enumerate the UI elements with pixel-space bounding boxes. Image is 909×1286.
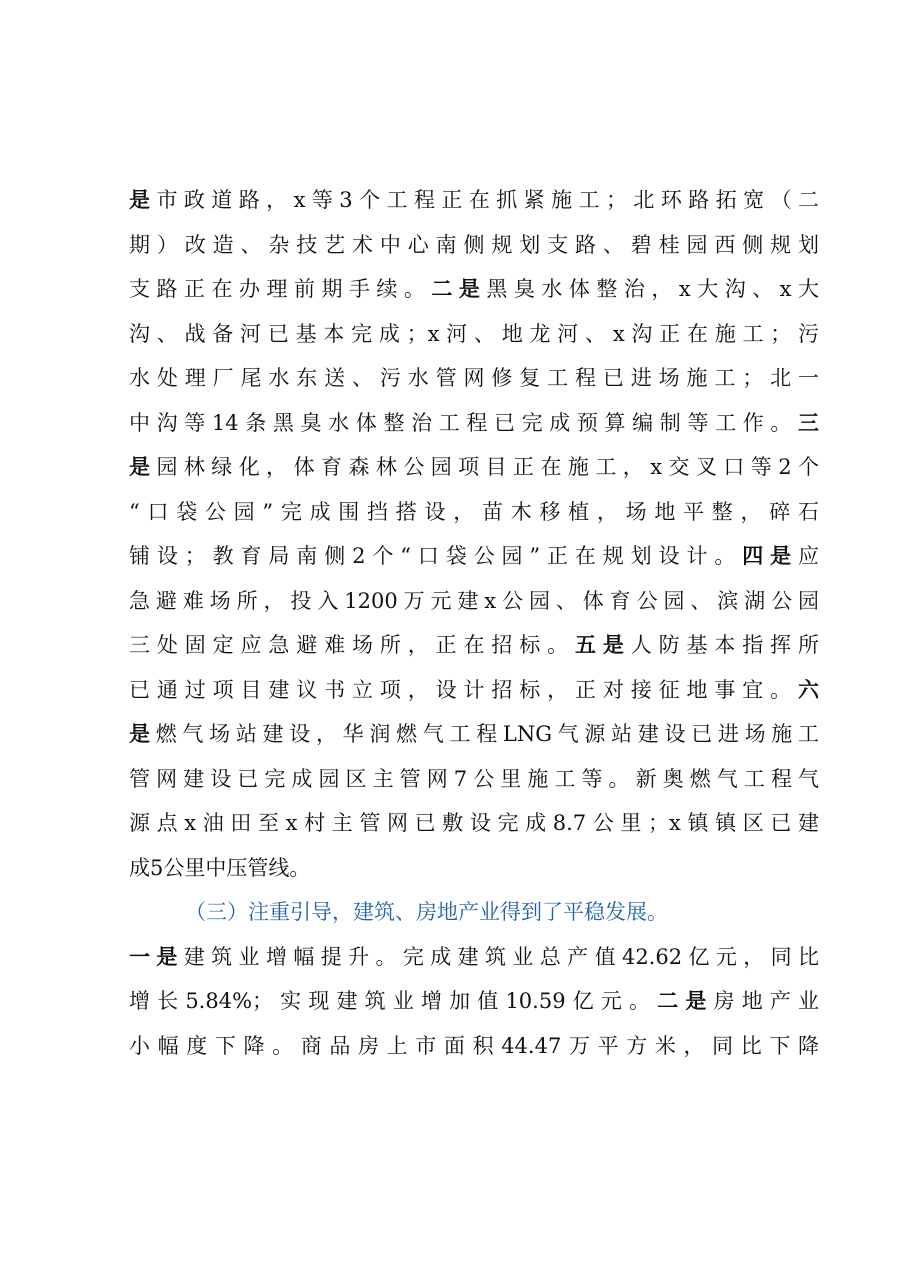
body-text-segment: 源点x油田至x村主管网已敷设完成8.7公里；x镇镇区已建 [129, 811, 819, 835]
body-text-segment: 管网建设已完成园区主管网7公里施工等。新奥燃气工程气 [129, 766, 819, 791]
emphasis-text: 三 [798, 410, 819, 435]
emphasis-text: 二是 [431, 277, 487, 301]
emphasis-text: 六 [798, 677, 819, 702]
body-text-segment: 支路正在办理前期手续。 [129, 277, 432, 301]
body-text-segment: 急避难场所，投入1200万元建x公园、体育公园、滨湖公园 [129, 588, 819, 613]
text-line [129, 890, 819, 935]
body-text-segment: 房地产业 [713, 989, 819, 1013]
body-text-segment: 增长5.84%；实现建筑业增加值10.59亿元。 [129, 989, 658, 1013]
text-line [129, 1024, 819, 1069]
emphasis-text: 一是 [129, 944, 184, 969]
emphasis-text: 四是 [742, 544, 798, 568]
text-line [129, 801, 819, 846]
text-line [129, 178, 819, 223]
text-line [129, 401, 819, 446]
body-text-segment: 沟、战备河已基本完成；x河、地龙河、x沟正在施工；污 [129, 321, 819, 346]
emphasis-text: 是 [129, 455, 157, 479]
body-text-segment: 期）改造、杂技艺术中心南侧规划支路、碧桂园西侧规划 [129, 232, 819, 257]
emphasis-text: 是 [129, 722, 156, 746]
text-line [129, 579, 819, 624]
text-line [129, 445, 819, 490]
text-line [129, 312, 819, 357]
body-text-segment: 燃气场站建设，华润燃气工程LNG气源站建设已进场施工 [155, 722, 819, 746]
text-line [129, 356, 819, 401]
body-text-segment: “口袋公园”完成围挡搭设，苗木移植，场地平整，碎石 [129, 499, 819, 524]
body-text-segment: 市政道路，x等3个工程正在抓紧施工；北环路拓宽（二 [156, 188, 819, 212]
text-line [129, 534, 819, 579]
body-text-segment: 成5公里中压管线。 [129, 855, 311, 880]
emphasis-text: 二是 [657, 989, 714, 1013]
emphasis-text: 是 [129, 188, 157, 212]
section-heading: （三）注重引导，建筑、房地产业得到了平稳发展。 [185, 900, 668, 924]
text-line [129, 623, 819, 668]
text-line [129, 979, 819, 1024]
emphasis-text: 五是 [575, 633, 631, 657]
body-text [129, 178, 819, 1068]
body-text-segment: 应 [798, 544, 819, 568]
body-text-segment: 中沟等14条黑臭水体整治工程已完成预算编制等工作。 [129, 410, 798, 435]
body-text-segment: 铺设；教育局南侧2个“口袋公园”正在规划设计。 [129, 544, 743, 568]
body-text-segment: 水处理厂尾水东送、污水管网修复工程已进场施工；北一 [129, 366, 819, 390]
text-line [129, 935, 819, 980]
body-text-segment: 黑臭水体整治，x大沟、x大 [486, 277, 819, 301]
body-text-segment: 园林绿化，体育森林公园项目正在施工，x交叉口等2个 [156, 455, 819, 479]
body-text-segment: 小幅度下降。商品房上市面积44.47万平方米，同比下降 [129, 1033, 819, 1058]
body-text-segment: 建筑业增幅提升。完成建筑业总产值42.62亿元，同比 [183, 944, 819, 969]
body-text-segment: 三处固定应急避难场所，正在招标。 [129, 633, 575, 657]
text-line [129, 846, 819, 891]
text-line [129, 490, 819, 535]
text-line [129, 223, 819, 268]
text-line [129, 712, 819, 757]
text-line [129, 267, 819, 312]
body-text-segment: 已通过项目建议书立项，设计招标，正对接征地事宜。 [129, 677, 798, 702]
text-line [129, 668, 819, 713]
text-line [129, 757, 819, 802]
body-text-segment: 人防基本指挥所 [630, 633, 819, 657]
